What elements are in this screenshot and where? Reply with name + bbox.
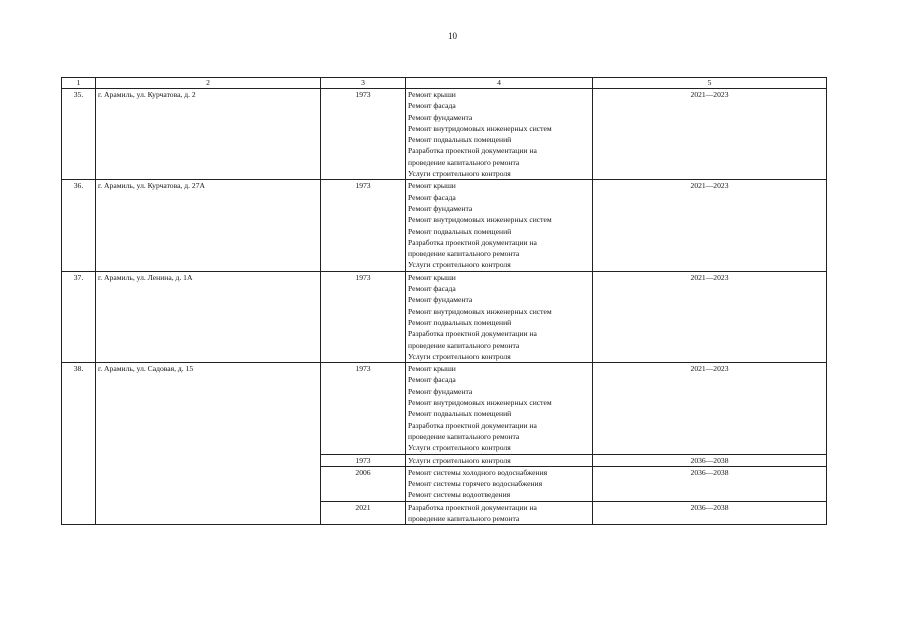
work-item: Разработка проектной документации на: [408, 237, 537, 247]
work-item: Услуги строительного контроля: [408, 351, 511, 361]
work-item: проведение капитального ремонта: [408, 340, 520, 350]
repair-schedule-table: [61, 77, 827, 525]
table-row: [62, 180, 827, 271]
address-cell: г. Арамиль, ул. Ленина, д. 1А: [96, 271, 321, 362]
row-number: 37.: [62, 271, 96, 362]
works-cell: [406, 501, 593, 525]
year-cell: 1973: [321, 180, 406, 271]
work-item: Ремонт крыши: [408, 364, 456, 374]
work-item: Ремонт подвальных помещений: [408, 226, 512, 236]
work-item: Услуги строительного контроля: [408, 443, 511, 453]
header-cell: 2: [96, 78, 321, 89]
work-item: проведение капитального ремонта: [408, 249, 520, 259]
header-cell: 1: [62, 78, 96, 89]
address-cell: г. Арамиль, ул. Садовая, д. 15: [96, 363, 321, 525]
header-cell: 3: [321, 78, 406, 89]
period-cell: 2036—2038: [593, 454, 827, 466]
work-item: Ремонт подвальных помещений: [408, 135, 512, 145]
row-number: 36.: [62, 180, 96, 271]
year-cell: 2021: [321, 501, 406, 525]
work-item: Услуги строительного контроля: [408, 169, 511, 179]
work-item: Разработка проектной документации на: [408, 502, 537, 512]
work-item: Услуги строительного контроля: [408, 260, 511, 270]
period-cell: 2021—2023: [593, 89, 827, 180]
work-item: Ремонт системы горячего водоснабжения: [408, 479, 543, 489]
work-item: Ремонт фасада: [408, 375, 456, 385]
works-cell: [406, 466, 593, 501]
work-item: проведение капитального ремонта: [408, 157, 520, 167]
work-item: Услуги строительного контроля: [408, 455, 511, 465]
works-cell: [406, 89, 593, 180]
header-row: [62, 78, 827, 89]
page-number: 10: [448, 31, 457, 41]
work-item: Ремонт внутридомовых инженерных систем: [408, 215, 552, 225]
work-item: проведение капитального ремонта: [408, 431, 520, 441]
address-cell: г. Арамиль, ул. Курчатова, д. 27А: [96, 180, 321, 271]
work-item: Ремонт крыши: [408, 272, 456, 282]
year-cell: 1973: [321, 454, 406, 466]
period-cell: 2021—2023: [593, 180, 827, 271]
work-item: Разработка проектной документации на: [408, 146, 537, 156]
work-item: Ремонт фундамента: [408, 386, 473, 396]
row-number: 38.: [62, 363, 96, 525]
work-item: Ремонт крыши: [408, 90, 456, 99]
work-item: Ремонт фундамента: [408, 203, 473, 213]
header-cell: 5: [593, 78, 827, 89]
table-row: [62, 271, 827, 362]
work-item: Ремонт подвальных помещений: [408, 409, 512, 419]
row-number: 35.: [62, 89, 96, 180]
table-row: [62, 89, 827, 180]
year-cell: 1973: [321, 89, 406, 180]
work-item: Ремонт фундамента: [408, 295, 473, 305]
work-item: проведение капитального ремонта: [408, 513, 520, 523]
work-item: Ремонт фасада: [408, 192, 456, 202]
works-cell: [406, 180, 593, 271]
work-item: Ремонт подвальных помещений: [408, 317, 512, 327]
work-item: Ремонт фундамента: [408, 112, 473, 122]
table-row: [62, 363, 827, 454]
period-cell: 2021—2023: [593, 271, 827, 362]
works-cell: [406, 454, 593, 466]
header-cell: 4: [406, 78, 593, 89]
work-item: Ремонт фасада: [408, 284, 456, 294]
year-cell: 1973: [321, 363, 406, 454]
work-item: Ремонт внутридомовых инженерных систем: [408, 306, 552, 316]
work-item: Ремонт внутридомовых инженерных систем: [408, 123, 552, 133]
work-item: Разработка проектной документации на: [408, 329, 537, 339]
year-cell: 2006: [321, 466, 406, 501]
work-item: Ремонт системы холодного водоснабжения: [408, 467, 548, 477]
period-cell: 2036—2038: [593, 501, 827, 525]
work-item: Ремонт крыши: [408, 181, 456, 191]
period-cell: 2036—2038: [593, 466, 827, 501]
work-item: Ремонт системы водоотведения: [408, 490, 511, 500]
works-cell: [406, 271, 593, 362]
year-cell: 1973: [321, 271, 406, 362]
address-cell: г. Арамиль, ул. Курчатова, д. 2: [96, 89, 321, 180]
period-cell: 2021—2023: [593, 363, 827, 454]
work-item: Ремонт внутридомовых инженерных систем: [408, 398, 552, 408]
work-item: Ремонт фасада: [408, 101, 456, 111]
works-cell: [406, 363, 593, 454]
work-item: Разработка проектной документации на: [408, 420, 537, 430]
